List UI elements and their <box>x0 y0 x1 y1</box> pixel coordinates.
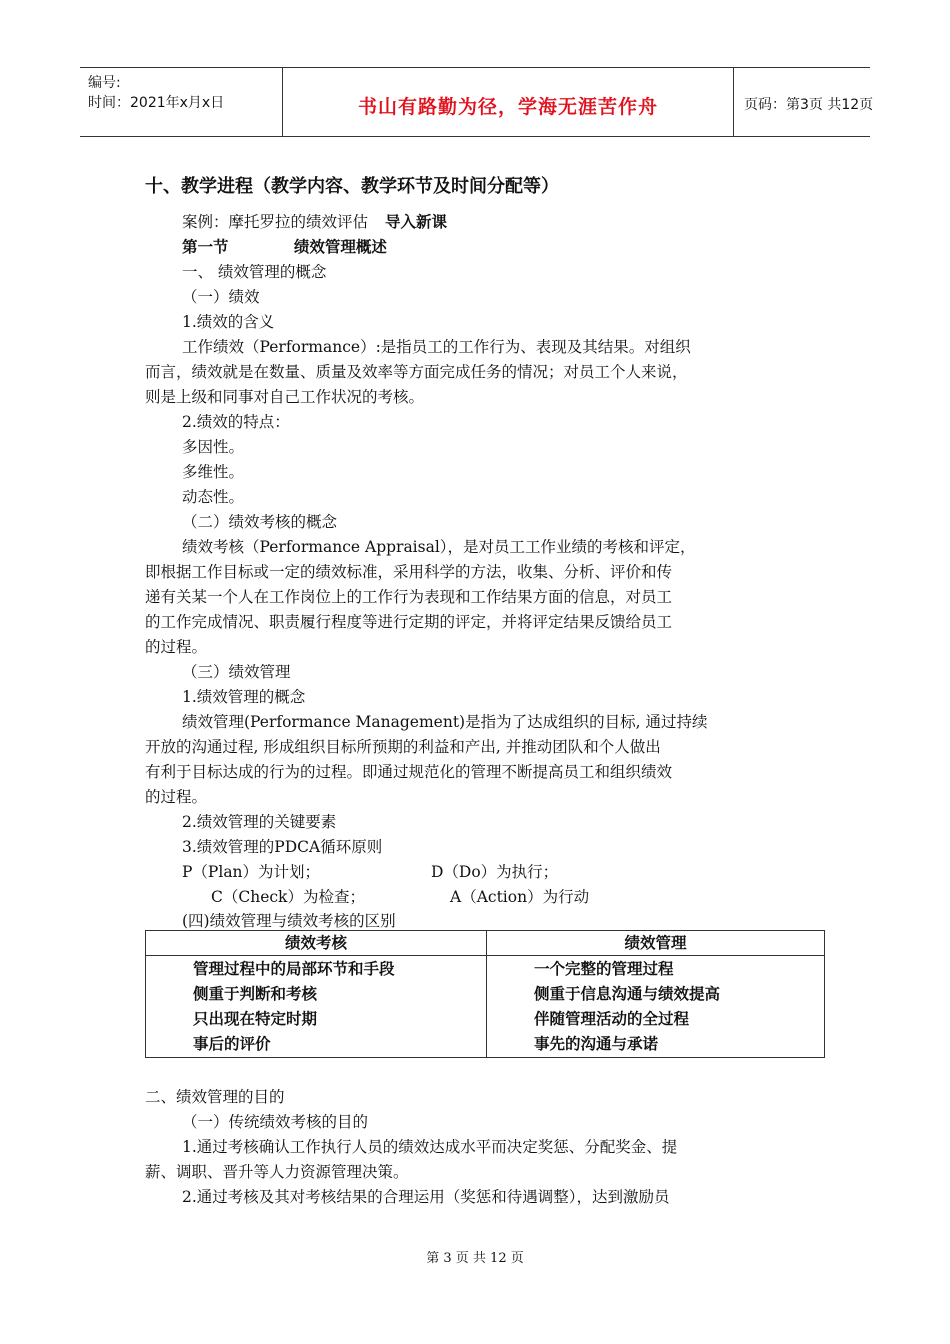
heading-appraisal: （二）绩效考核的概念 <box>182 513 338 531</box>
section1-heading <box>182 235 387 257</box>
table-cell-appraisal <box>146 956 487 1058</box>
para1-line: 工作绩效（Performance）:是指员工的工作行为、表现及其结果。对组织 <box>182 338 691 356</box>
heading-mgmt-concept: 1.绩效管理的概念 <box>182 688 306 706</box>
para2-line: 即根据工作目标或一定的绩效标准，采用科学的方法，收集、分析、评价和传 <box>145 563 673 581</box>
header-motto-cell <box>282 68 734 136</box>
heading-features: 2.绩效的特点： <box>182 413 290 431</box>
pdca-plan: P（Plan）为计划； <box>182 863 321 881</box>
management-item: 事先的沟通与承诺 <box>534 1035 659 1053</box>
management-item: 侧重于信息沟通与绩效提高 <box>534 985 721 1003</box>
heading-traditional: （一）传统绩效考核的目的 <box>182 1113 369 1131</box>
heading-difference: (四)绩效管理与绩效考核的区别 <box>182 912 396 930</box>
table-header: 绩效考核 <box>146 931 487 956</box>
para2-line: 递有关某一个人在工作岗位上的工作行为表现和工作结果方面的信息，对员工 <box>145 588 673 606</box>
date-label: 时间：2021年x月x日 <box>88 95 225 111</box>
heading-purpose: 二、绩效管理的目的 <box>145 1088 285 1106</box>
heading-performance: （一）绩效 <box>182 288 260 306</box>
para3-line: 的过程。 <box>145 788 208 806</box>
table-header: 绩效管理 <box>487 931 825 956</box>
para3-line: 绩效管理(Performance Management)是指为了达成组织的目标, 通过持续 <box>182 713 708 731</box>
feature-item: 多因性。 <box>182 438 245 456</box>
pdca-action: A（Action）为行动 <box>450 888 590 906</box>
comparison-table <box>145 930 825 1058</box>
heading-management: （三）绩效管理 <box>182 663 291 681</box>
case-line <box>182 210 447 232</box>
heading-key-elements: 2.绩效管理的关键要素 <box>182 813 337 831</box>
para2-line: 的过程。 <box>145 638 208 656</box>
heading-pdca: 3.绩效管理的PDCA循环原则 <box>182 838 383 856</box>
pdca-do: D（Do）为执行； <box>431 863 559 881</box>
appraisal-item: 管理过程中的局部环节和手段 <box>193 960 395 978</box>
appraisal-item: 只出现在特定时期 <box>193 1010 318 1028</box>
para5-line: 2.通过考核及其对考核结果的合理运用（奖惩和待遇调整），达到激励员 <box>182 1188 670 1206</box>
serial-label: 编号: <box>88 75 121 91</box>
feature-item: 动态性。 <box>182 488 245 506</box>
para1-line: 而言，绩效就是在数量、质量及效率等方面完成任务的情况；对员工个人来说， <box>145 363 688 381</box>
pdca-check: C（Check）为检查； <box>211 888 365 906</box>
table-header-row <box>146 931 825 956</box>
para4-line: 1.通过考核确认工作执行人员的绩效达成水平而决定奖惩、分配奖金、提 <box>182 1138 678 1156</box>
para1-line: 则是上级和同事对自己工作状况的考核。 <box>145 388 425 406</box>
para3-line: 有利于目标达成的行为的过程。即通过规范化的管理不断提高员工和组织绩效 <box>145 763 673 781</box>
case-title: 案例：摩托罗拉的绩效评估 <box>182 213 369 231</box>
motto: 书山有路勤为径，学海无涯苦作舟 <box>357 96 658 118</box>
heading-concept: 一、 绩效管理的概念 <box>182 263 327 281</box>
management-item: 伴随管理活动的全过程 <box>534 1010 690 1028</box>
appraisal-item: 侧重于判断和考核 <box>193 985 318 1003</box>
header-left-cell <box>80 68 282 136</box>
section1-title: 绩效管理概述 <box>293 238 387 256</box>
page-footer: 第 3 页 共 12 页 <box>426 1251 524 1266</box>
para2-line: 绩效考核（Performance Appraisal），是对员工工作业绩的考核和评定， <box>182 538 696 556</box>
header-page-info: 页码：第3页 共12页 <box>744 97 874 113</box>
para2-line: 的工作完成情况、职责履行程度等进行定期的评定，并将评定结果反馈给员工 <box>145 613 673 631</box>
table-row <box>146 956 825 1058</box>
para4-line: 薪、调职、晋升等人力资源管理决策。 <box>145 1163 409 1181</box>
heading-meaning: 1.绩效的含义 <box>182 313 275 331</box>
table-cell-management <box>487 956 825 1058</box>
feature-item: 多维性。 <box>182 463 245 481</box>
case-intro: 导入新课 <box>384 213 447 231</box>
management-item: 一个完整的管理过程 <box>534 960 674 978</box>
appraisal-item: 事后的评价 <box>193 1035 271 1053</box>
para3-line: 开放的沟通过程, 形成组织目标所预期的利益和产出, 并推动团队和个人做出 <box>145 738 661 756</box>
section-title: 十、教学进程（教学内容、教学环节及时间分配等） <box>145 176 559 197</box>
page-header <box>80 67 874 137</box>
section1-number: 第一节 <box>182 238 229 256</box>
